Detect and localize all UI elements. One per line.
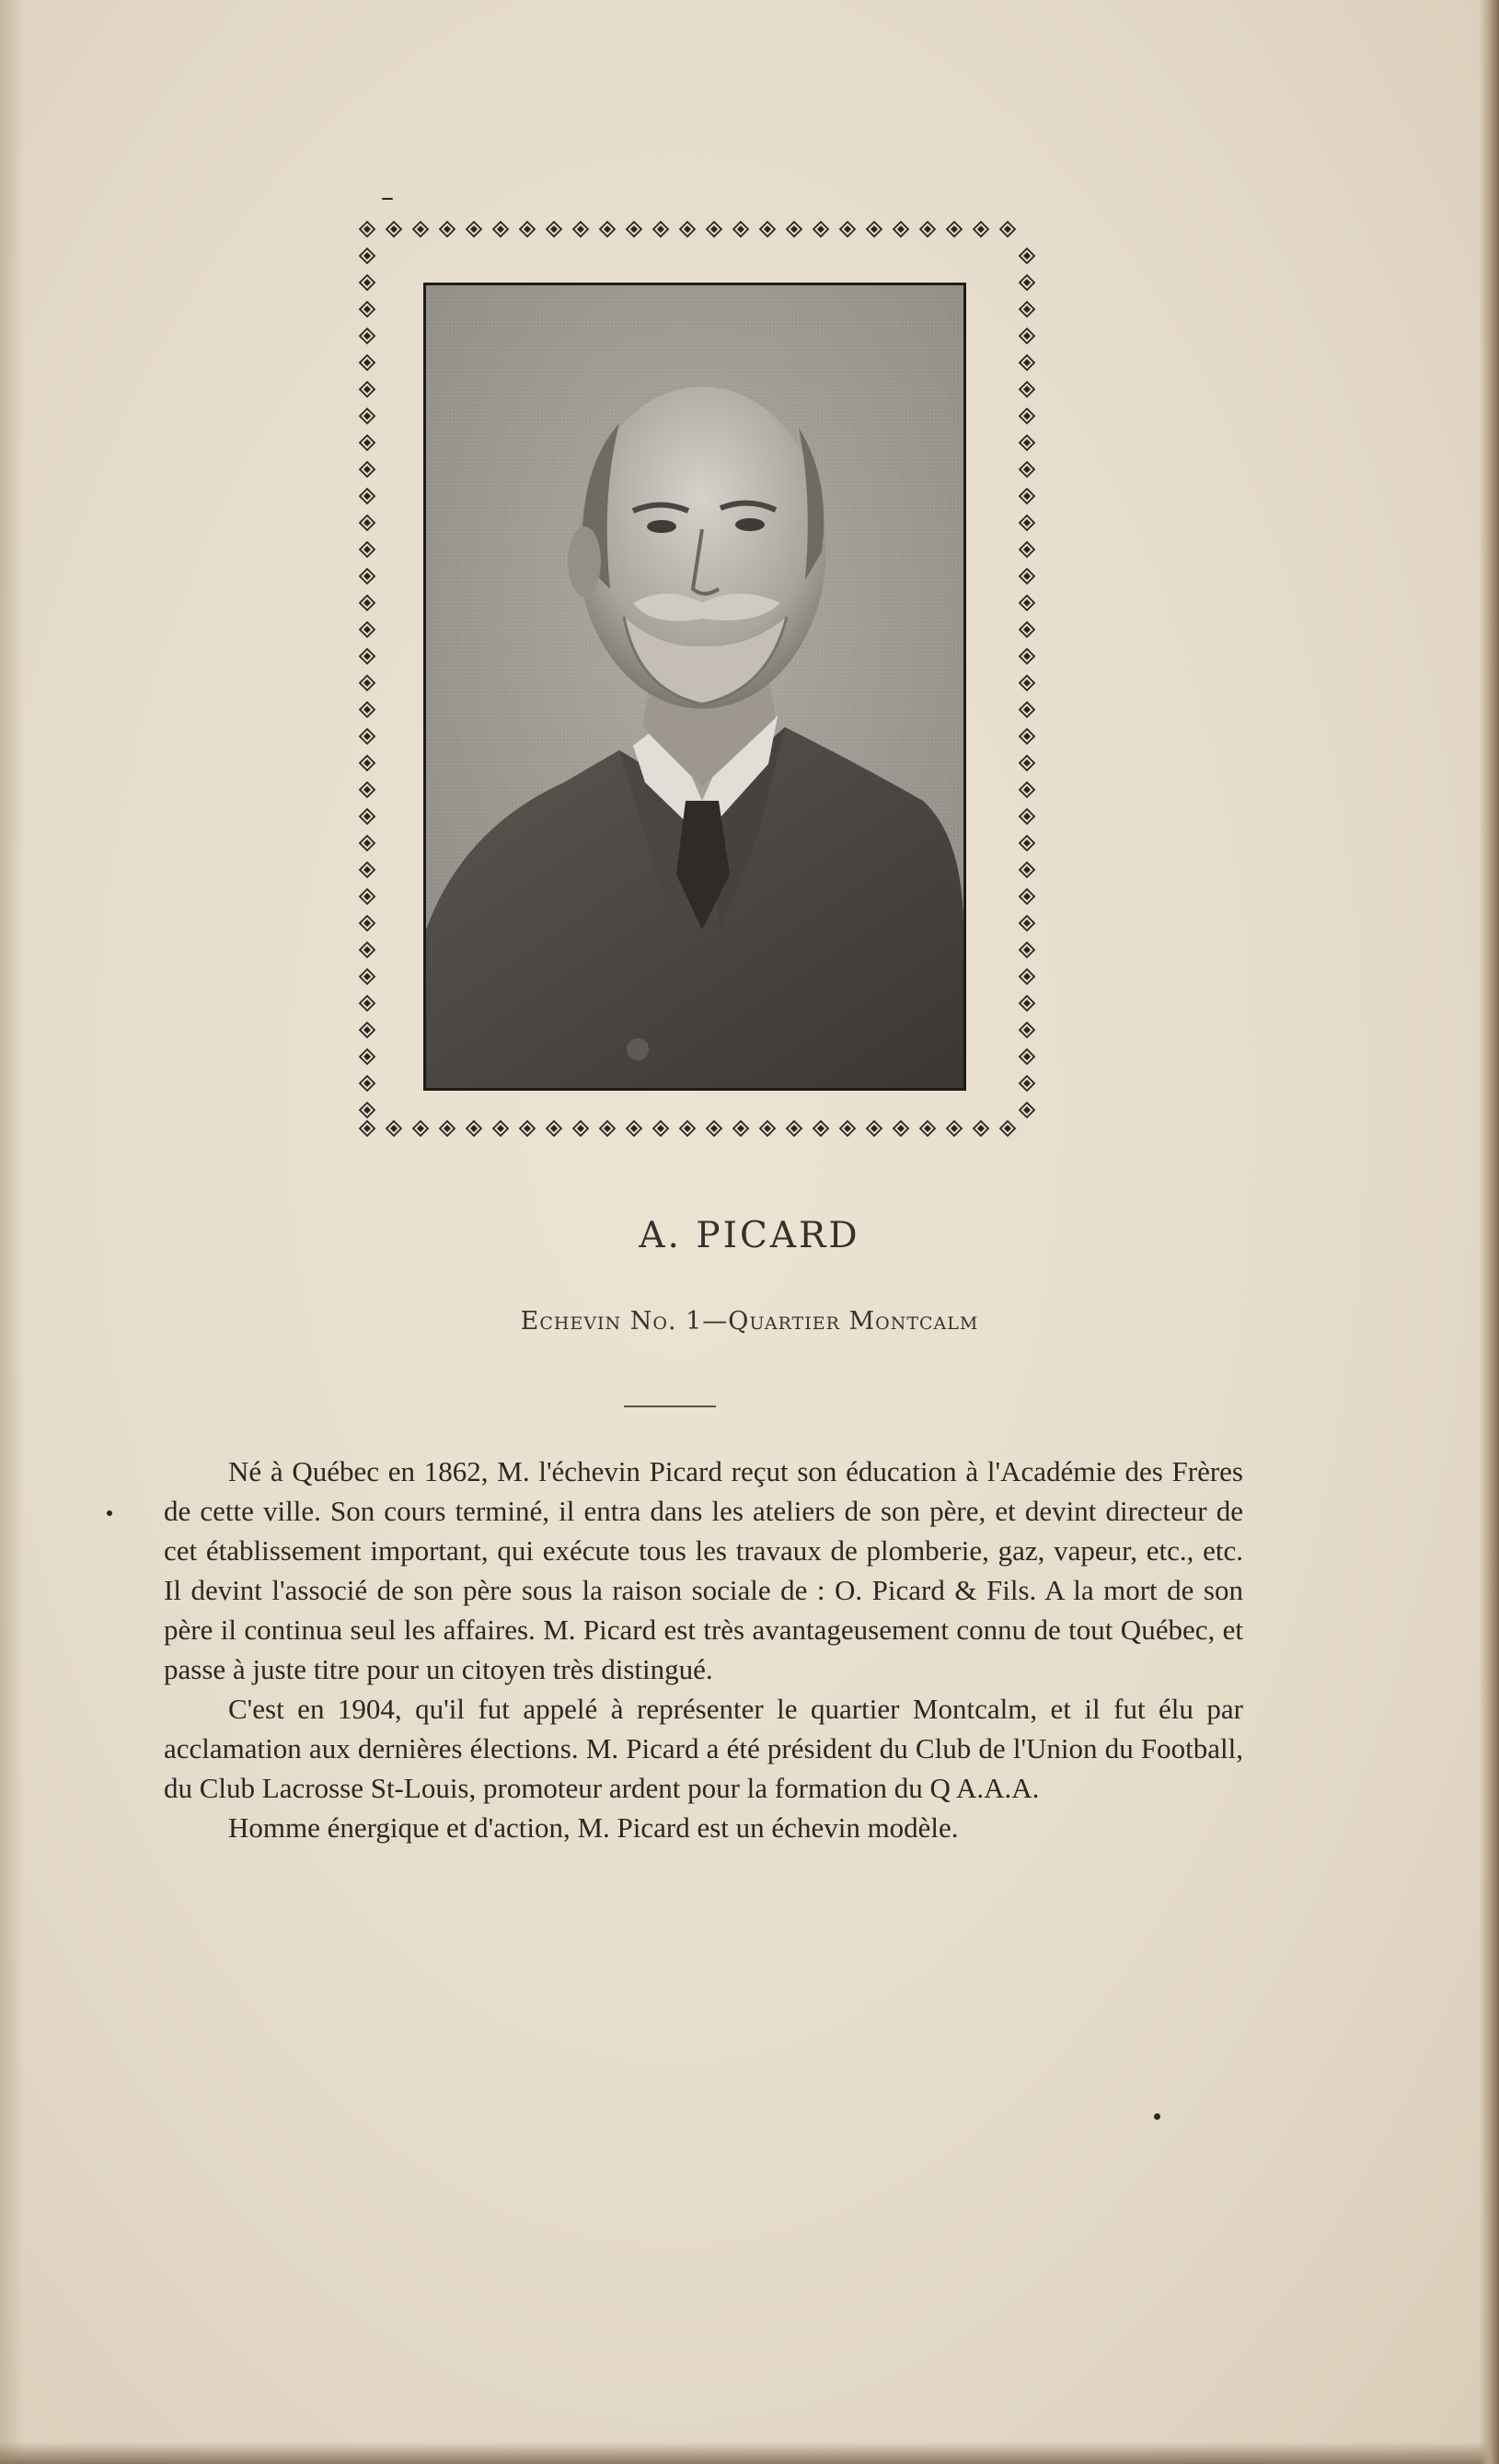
- portrait-photo: [423, 283, 966, 1091]
- ink-speck: [382, 198, 393, 200]
- biography-text: [164, 1452, 1243, 1847]
- ink-speck: [1154, 2113, 1160, 2120]
- page-edge-shadow: [0, 2442, 1499, 2464]
- divider-rule: [624, 1406, 716, 1407]
- paragraph-2: C'est en 1904, qu'il fut appelé à représenter le quartier Montcalm, et il fut élu par acclamation aux dernières élections. M. Picard a été président du Club de l'Union du Football, du Club Lacrosse St-Louis, promoteur ardent pour la formation du Q A.A.A.: [164, 1693, 1243, 1804]
- ink-speck: [107, 1510, 112, 1516]
- portrait-image: [426, 285, 963, 1088]
- paragraph-1: Né à Québec en 1862, M. l'échevin Picard reçut son éducation à l'Académie des Frères de cette ville. Son cours terminé, il entra dans les ateliers de son père, et devint directeur de cet établissement important, qui exécute tous les travaux de plomberie, gaz, vapeur, etc., etc. Il devint l'associé de son père sous la raison sociale de : O. Picard & Fils. A la mort de son père il continua seul les affaires. M. Picard est très avantageusement connu de tout Québec, et passe à juste titre pour un citoyen très distingué.: [164, 1455, 1243, 1685]
- person-name: A. PICARD: [639, 1215, 860, 1256]
- paragraph-3: Homme énergique et d'action, M. Picard est un échevin modèle.: [228, 1811, 959, 1844]
- subtitle-ward: Echevin No. 1—Quartier Montcalm: [520, 1307, 979, 1336]
